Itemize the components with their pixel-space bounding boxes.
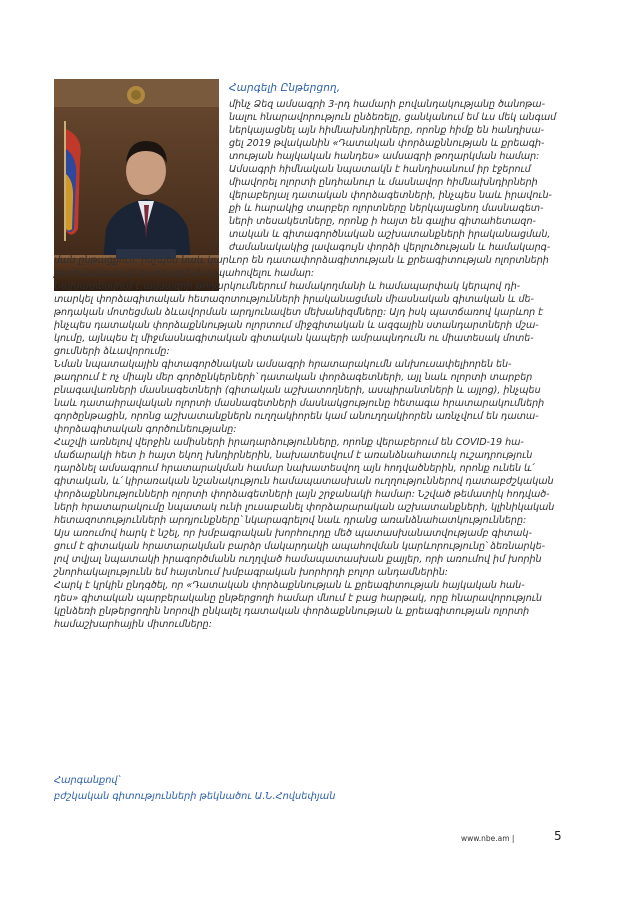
body-text-line: ցում է գիտական հրատարակման բարձր մակարդակի ապահովման կարևորությունը՝ ձեռնարկե- [54,541,546,552]
closing-text: Հարգանքով՝ [54,775,120,786]
body-text-line: նաև դատաիրավական ոլորտի մասնագետների մասնակցությունը հետագա հրատարակումների [54,398,545,409]
body-text-line: տության հայկական հանդես» ամսագրի թողարկման համար: [229,151,540,162]
body-text-line: միավորել ոլորտի ընդհանուր և մասնավոր հիմնախնդիրների [229,177,538,188]
body-text-line: տական և գիտագործնական աշխատանքների իրականացման, [229,229,551,240]
body-text-line: դարձնել ամսագրում հրատարակման համար նախատեսվող այն հոդվածներին, որոնք ունեն և՛ [54,463,534,474]
body-text-line: լով տվյալ նպատակի իրագործմանն ուղղված համապատասխան քայլեր, որի առումով իմ խորին [54,554,542,565]
body-text-line: ներկայացնել այն հիմնախնդիրները, որոնք հիմք են հանդիսա- [229,125,545,136]
body-text-line: ման ընթացքում, ինչպես նաև կարևոր են դատափորձագիտության և քրեագիտության ոլորտների [54,255,549,266]
body-text-line: կումը, այնպես էլ միջմասնագիտական գիտական կապերի ամրապնդումն ու միատեսակ մոտե- [54,333,534,344]
body-text-line: հետազոտությունների արդյունքները՝ նկարագրելով նաև դրանց առանձնահատկությունները: [54,515,527,526]
body-text-line: ինչպես դատական փորձաքննության ոլորտում միջգիտական և ազգային ստանդարտների մշա- [54,320,539,331]
body-text-line: բնագավառների մասնագետների (գիտական աշխատողների, ասպիրանտների և այլոց), ինչպես [54,385,541,396]
body-text-line: կընձեռի ընթերցողին նորովի ընկալել դատական փորձաքննության և քրեագիտության ոլորտի [54,606,530,617]
body-text-line: գիտական, և՛ կիրառական նշանակություն համապատասխան ուղղություններով դատաբժշկական [54,476,554,487]
body-text-line: վերաբերյալ դատական փորձագետների, ինչպես նաև իրավուն- [229,190,552,201]
body-text-line: գործընթացին, որոնց աշխատանքներն ուղղակիորեն կամ անուղղակիորեն առնչվում են դատա- [54,411,539,422]
body-text-line: մաճարակի հետ ի հայտ եկող խնդիրներին, նախատեսվում է առանձնահատուկ ուշադրություն [54,450,533,461]
body-text-line: թադրում է ոչ միայն մեր գործընկերների՝ դատական փորձագետների, այլ նաև ոլորտի տարբեր [54,372,533,383]
body-text-line: Ամսագրի հիմնական նպատակն է հանդիսանում իր էջերում [229,164,531,175]
body-text-line: Հաշվի առնելով վերջին ամիսների իրադարձությունները, որոնք վերաբերում են COVID-19 հա- [54,437,524,448]
body-text-line: դես» գիտական պարբերականը ընթերցողի համար մնում է բաց հարթակ, որը հնարավորություն [54,593,542,604]
body-text-line: շարունակական զարգացման ապահովելու համար: [54,268,315,279]
signature-text: բժշկական գիտությունների թեկնածու Ա.Ն.Հովսեփյան [54,791,336,802]
body-text-line: փորձաքննությունների ոլորտի փորձագետների լայն շրջանակի համար: Նշված թեմատիկ հոդված- [54,489,550,500]
body-text-line: տարկել փորձագիտական հետազոտությունների իրականացման միասնական գիտական և մե- [54,294,534,305]
body-text-line: մինչ Ձեզ ամսագրի 3-րդ համարի բովանդակությանը ծանոթա- [229,99,546,110]
body-text-line: փորձագիտական գործունեությանը: [54,424,237,435]
greeting-heading: Հարգելի Ընթերցող, [229,82,341,94]
body-text-line: շնորհակալությունն եմ հայտնում խմբագրական խորհրդի բոլոր անդամներին: [54,567,448,578]
body-text-line: ների տեսակետները, որոնք ի հայտ են գալիս գիտահետազո- [229,216,536,227]
body-text-line: Հարկ է կրկին ընդգծել, որ «Դատական փորձաքննության և քրեագիտության հայկական հան- [54,580,525,591]
emblem-icon [127,86,145,104]
page-number: 5 [554,829,562,843]
body-text-line: նալու հնարավորություն ընձեռելը, ցանկանում եմ ևս մեկ անգամ [229,112,557,123]
body-text-line: Այս առումով հարկ է նշել, որ խմբագրական խորհուրդը մեծ պատասխանատվությամբ գիտակ- [54,528,532,539]
body-text-line: ժամանակակից լավագույն փորձի վերլուծության և համակարգ- [229,242,551,253]
footer-url: www.nbe.am | [461,834,515,843]
body-text-line: ցել 2019 թվականին «Դատական փորձաքննության և քրեագի- [229,138,545,149]
body-text-line: թոդական մոտեցման ձևավորման արդյունավետ մեխանիզմները: Այդ իսկ պատճառով կարևոր է [54,307,544,318]
body-text-line: Նախատեսվում է ամսագրի թողարկումներում համակողմանի և համապարփակ կերպով դի- [54,281,521,292]
body-text-line: ների հրատարակումը նպատակ ունի լուսաբանել փորձարարական աշխատանքների, կլինիկական [54,502,555,513]
body-text-line: համաշխարհային միտումները: [54,619,212,630]
body-text-line: քի և հարակից տարբեր ոլորտները ներկայացնող մասնագետ- [229,203,544,214]
body-text-line: Նման նպատակային գիտագործնական ամսագրի հրատարակումն անխուսափելիորեն են- [54,359,512,370]
body-text-line: ցումների ձևավորումը: [54,346,170,357]
